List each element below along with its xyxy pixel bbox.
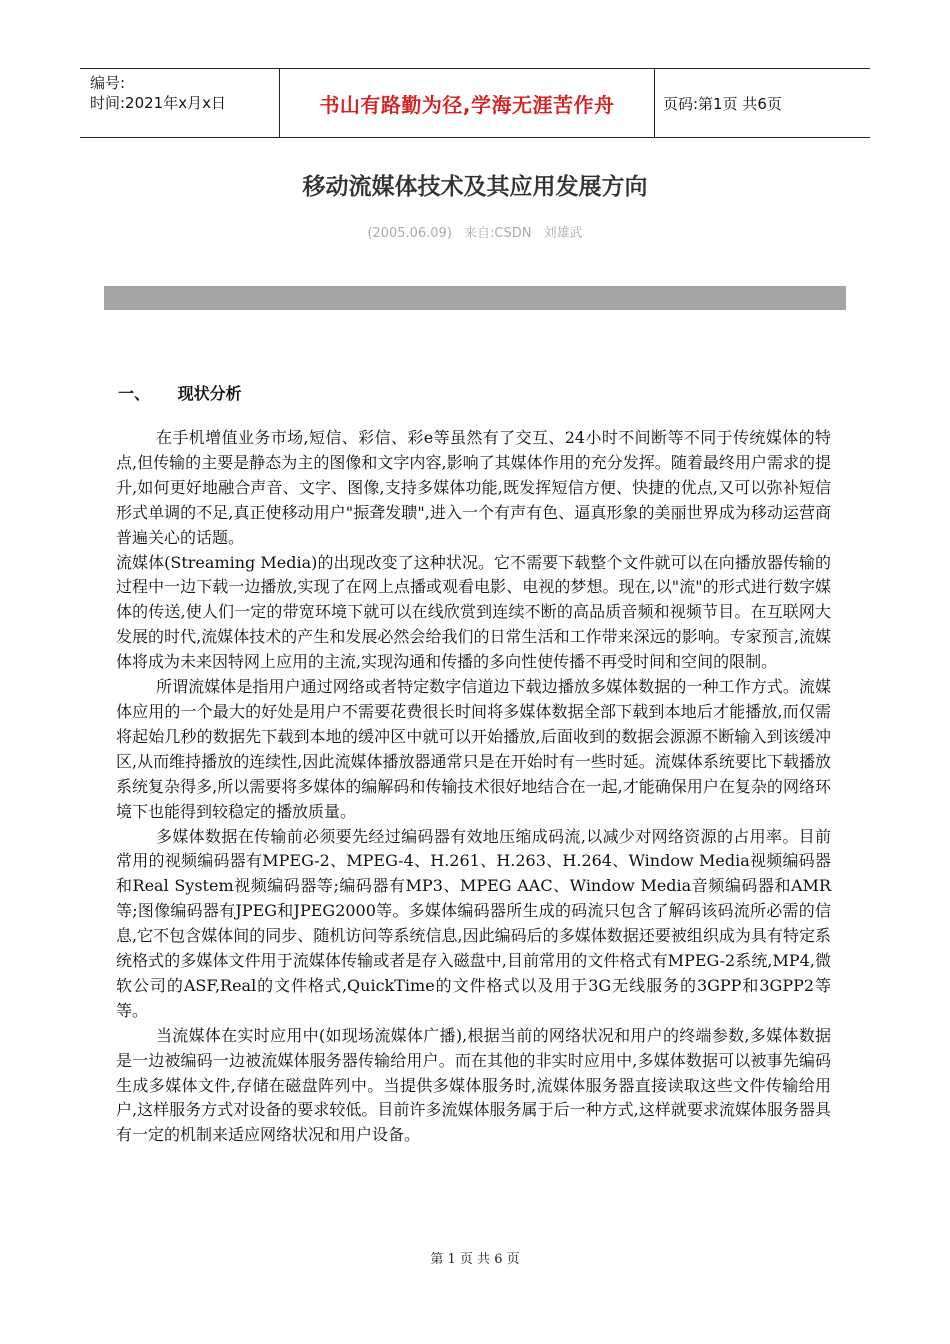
paragraph: 多媒体数据在传输前必须要先经过编码器有效地压缩成码流,以减少对网络资源的占用率。目前常用的视频编码器有MPEG-2、MPEG-4、H.261、H.263、H.264、Window Media视频编码器和Real System视频编码器等;编码器有MP3、MPEG AAC、Window Media音频编码器和AMR等;图像编码器有JPEG和JPEG2000等。多媒体编码器所生成的码流只包含了解码该码流所必需的信息,它不包含媒体间的同步、随机访问等系统信息,因此编码后的多媒体数据还要被组织成为具有特定系统格式的多媒体文件用于流媒体传输或者是存入磁盘中,目前常用的文件格式有MPEG-2系统,MP4,微软公司的ASF,Real的文件格式,QuickTime的文件格式以及用于3G无线服务的3GPP和3GPP2等等。 — [116, 826, 831, 1020]
section-number: 一、 — [118, 384, 151, 403]
paragraph: 所谓流媒体是指用户通过网络或者特定数字信道边下载边播放多媒体数据的一种工作方式。流媒体应用的一个最大的好处是用户不需要花费很长时间将多媒体数据全部下载到本地后才能播放,而仅需将起始几秒的数据先下载到本地的缓冲区中就可以开始播放,后面收到的数据会源源不断输入到该缓冲区,从而维持播放的连续性,因此流媒体播放器通常只是在开始时有一些时延。流媒体系统要比下载播放系统复杂得多,所以需要将多媒体的编解码和传输技术很好地结合在一起,才能确保用户在复杂的网络环境下也能得到较稳定的播放质量。 — [116, 677, 831, 821]
article-body — [116, 426, 831, 1148]
article-author: 刘雄武 — [543, 226, 583, 241]
doc-time-label: 时间:2021年x月x日 — [90, 94, 226, 112]
paragraph: 在手机增值业务市场,短信、彩信、彩e等虽然有了交互、24小时不间断等不同于传统媒体的特点,但传输的主要是静态为主的图像和文字内容,影响了其媒体作用的充分发挥。随着最终用户需求的提升,如何更好地融合声音、文字、图像,支持多媒体功能,既发挥短信方便、快捷的优点,又可以弥补短信形式单调的不足,真正使移动用户"振聋发聩",进入一个有声有色、逼真形象的美丽世界成为移动运营商普遍关心的话题。 — [116, 428, 831, 547]
header-page-info: 页码:第1页 共6页 — [663, 94, 782, 113]
page-footer: 第 1 页 共 6 页 — [430, 1252, 520, 1267]
article-source: 来自:CSDN — [464, 226, 532, 241]
article-date: (2005.06.09) — [367, 226, 452, 241]
article-title: 移动流媒体技术及其应用发展方向 — [302, 173, 648, 200]
section-heading — [118, 381, 242, 404]
header-motto-cell — [280, 69, 655, 137]
document-header — [80, 68, 870, 138]
divider-bar — [104, 286, 846, 310]
doc-number-label: 编号: — [90, 74, 126, 92]
header-motto: 书山有路勤为径,学海无涯苦作舟 — [319, 92, 615, 117]
paragraph: 当流媒体在实时应用中(如现场流媒体广播),根据当前的网络状况和用户的终端参数,多媒体数据是一边被编码一边被流媒体服务器传输给用户。而在其他的非实时应用中,多媒体数据可以被事先编码生成多媒体文件,存储在磁盘阵列中。当提供多媒体服务时,流媒体服务器直接读取这些文件传输给用户,这样服务方式对设备的要求较低。目前许多流媒体服务属于后一种方式,这样就要求流媒体服务器具有一定的机制来适应网络状况和用户设备。 — [116, 1025, 831, 1145]
paragraph: 流媒体(Streaming Media)的出现改变了这种状况。它不需要下载整个文件就可以在向播放器传输的过程中一边下载一边播放,实现了在网上点播或观看电影、电视的梦想。现在,以"流"的形式进行数字媒体的传送,使人们一定的带宽环境下就可以在线欣赏到连续不断的高品质音频和视频节目。在互联网大发展的时代,流媒体技术的产生和发展必然会给我们的日常生活和工作带来深远的影响。专家预言,流媒体将成为未来因特网上应用的主流,实现沟通和传播的多向性使传播不再受时间和空间的限制。 — [116, 552, 831, 672]
section-title: 现状分析 — [177, 384, 242, 403]
header-page-cell — [655, 69, 870, 137]
header-left-cell — [80, 69, 280, 137]
article-meta — [0, 222, 950, 241]
